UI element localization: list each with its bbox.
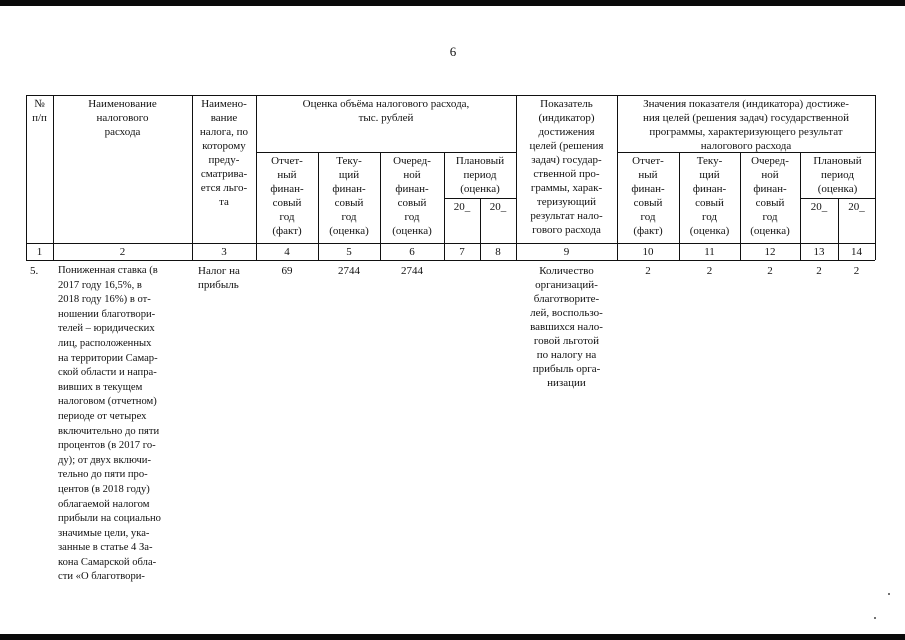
row-value-report-year: 2 [645, 265, 651, 277]
row-estimate-next-year: 2744 [401, 265, 423, 277]
column-number-1: 1 [36, 246, 43, 258]
header-number: № п/п [32, 98, 47, 124]
header-values-planned-period: Плановый период (оценка) [813, 155, 862, 195]
header-estimate-planned-period: Плановый период (оценка) [455, 155, 505, 195]
column-number-10: 10 [642, 246, 654, 258]
column-number-7: 7 [459, 246, 465, 258]
header-tax-name: Наимено- вание налога, по которому преду- сматрива- ется льго- та [199, 98, 249, 208]
column-number-14: 14 [851, 246, 862, 258]
row-indicator: Количество организаций- благотворите- лей, воспользо- вавшихся нало- говой льготой по налогу на прибыль орга- низации [530, 265, 603, 389]
header-values-next-year: Очеред- ной финан- совый год (оценка) [750, 155, 790, 237]
row-value-next-year: 2 [767, 265, 773, 277]
row-estimate-current-year: 2744 [338, 265, 360, 277]
row-expense-name: Пониженная ставка (в 2017 году 16,5%, в 2018 году 16%) в от- ношении благотвори- телей – юридических лиц, расположенных на территории Самар- ской области и напра- вивших в текущем налоговом (отчетном) периоде от четырех включительно до пяти процентов (в 2017 го- ду); от двух включи- тельно до пяти про- центов (в 2018 году) облагаемой налогом прибыли на социально значимые цели, ука- занные в статье 4 За- кона Самарской обла- сти «О благотвори- [58, 265, 161, 583]
column-number-2: 2 [119, 246, 126, 258]
header-values-group: Значения показателя (индикатора) достиже- ния целей (решения задач) государственной программы, характеризующего результат налогового расхода [643, 98, 849, 152]
header-values-current-year: Теку- щий финан- совый год (оценка) [689, 155, 730, 237]
column-number-13: 13 [813, 246, 825, 258]
header-expense-name: Наименование налогового расхода [88, 98, 157, 138]
column-number-5: 5 [346, 246, 352, 258]
header-estimate-year-a: 20_ [453, 201, 471, 213]
row-value-current-year: 2 [706, 265, 713, 277]
page-number: 6 [449, 44, 457, 59]
header-indicator: Показатель (индикатор) достижения целей (решения задач) государ- ственной про- граммы, харак- теризующий результат нало- гового расхода [529, 98, 604, 236]
column-number-12: 12 [764, 246, 776, 258]
column-number-11: 11 [704, 246, 715, 258]
header-estimate-report-year: Отчет- ный финан- совый год (факт) [270, 155, 304, 237]
row-tax-name: Налог на прибыль [198, 265, 240, 291]
header-estimate-next-year: Очеред- ной финан- совый год (оценка) [392, 155, 432, 237]
bottom-border [0, 634, 905, 640]
row-number: 5. [30, 265, 39, 277]
header-estimate-group: Оценка объёма налогового расхода, тыс. рублей [302, 98, 470, 124]
scan-speck [888, 593, 890, 595]
header-values-year-b: 20_ [848, 201, 865, 213]
column-number-3: 3 [221, 246, 227, 258]
column-number-8: 8 [495, 246, 501, 258]
header-estimate-year-b: 20_ [489, 201, 507, 213]
column-number-9: 9 [563, 246, 570, 258]
column-number-6: 6 [409, 246, 415, 258]
column-number-4: 4 [284, 246, 290, 258]
header-values-report-year: Отчет- ный финан- совый год (факт) [631, 155, 665, 237]
scan-speck [874, 617, 876, 619]
header-values-year-a: 20_ [810, 201, 828, 213]
row-estimate-report-year: 69 [281, 265, 293, 277]
header-estimate-current-year: Теку- щий финан- совый год (оценка) [329, 155, 369, 237]
row-value-year-b: 2 [853, 265, 860, 277]
row-value-year-a: 2 [816, 265, 822, 277]
